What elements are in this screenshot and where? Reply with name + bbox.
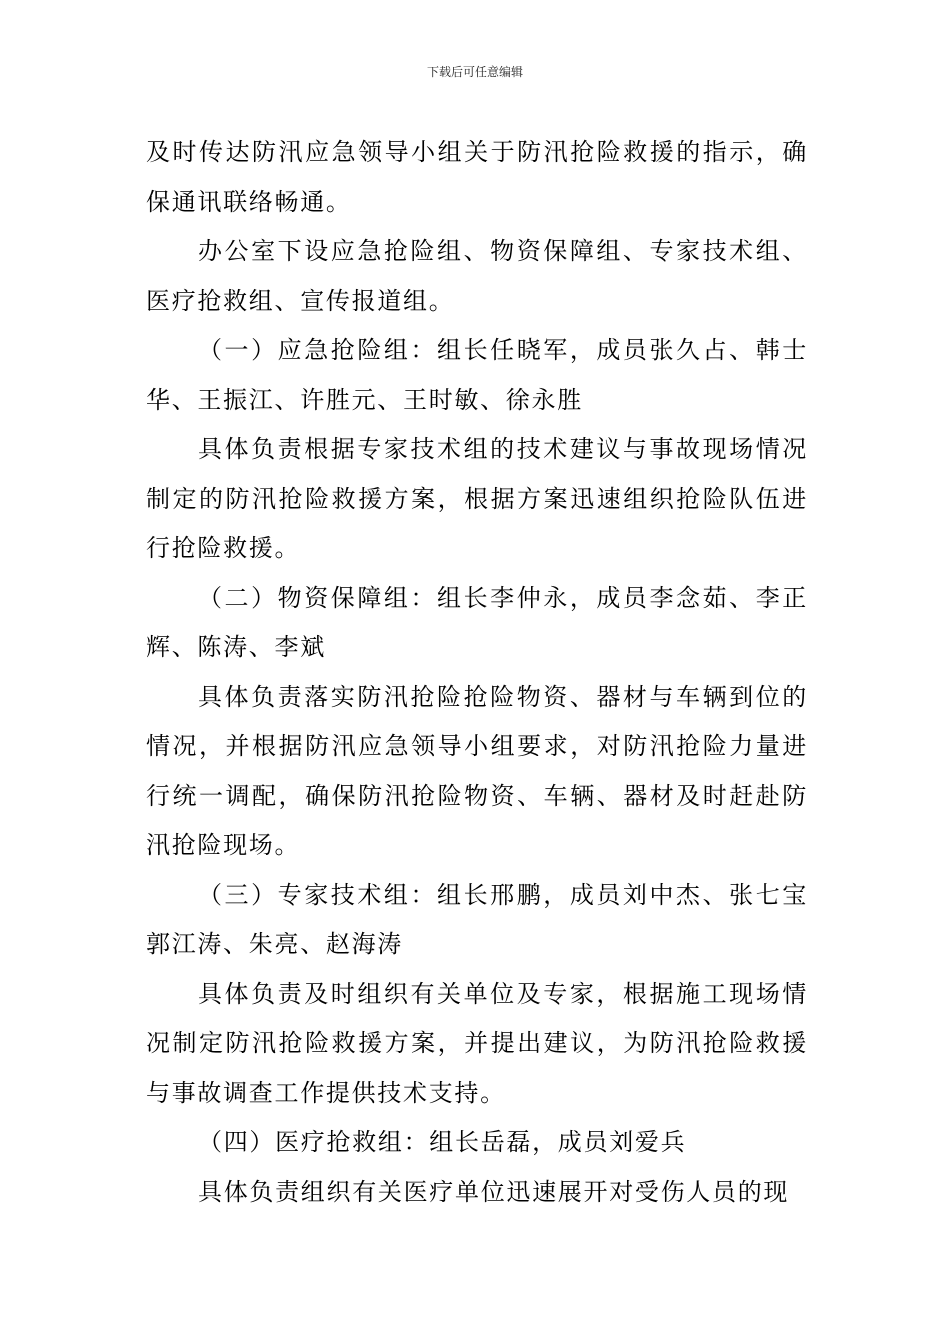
paragraph-material-support-duties: 具体负责落实防汛抢险抢险物资、器材与车辆到位的情况，并根据防汛应急领导小组要求，对防汛抢险力量进行统一调配，确保防汛抢险物资、车辆、器材及时赶赴防汛抢险现场。 <box>146 682 808 859</box>
page-header-watermark: 下载后可任意编辑 <box>426 65 523 79</box>
paragraph-medical-rescue-duties: 具体负责组织有关医疗单位迅速展开对受伤人员的现 <box>198 1177 790 1206</box>
document-body <box>146 128 808 1217</box>
paragraph-expert-technical-group: （三）专家技术组：组长邢鹏，成员刘中杰、张七宝郭江涛、朱亮、赵海涛 <box>146 880 808 958</box>
paragraph-expert-technical-duties: 具体负责及时组织有关单位及专家，根据施工现场情况制定防汛抢险救援方案，并提出建议，为防汛抢险救援与事故调查工作提供技术支持。 <box>146 979 808 1107</box>
paragraph-emergency-rescue-group: （一）应急抢险组：组长任晓军，成员张久占、韩士华、王振江、许胜元、王时敏、徐永胜 <box>146 336 808 414</box>
paragraph-material-support-group: （二）物资保障组：组长李仲永，成员李念茹、李正辉、陈涛、李斌 <box>146 583 808 661</box>
paragraph-emergency-rescue-duties: 具体负责根据专家技术组的技术建议与事故现场情况制定的防汛抢险救援方案，根据方案迅速组织抢险队伍进行抢险救援。 <box>146 435 808 562</box>
paragraph-office-groups: 办公室下设应急抢险组、物资保障组、专家技术组、医疗抢救组、宣传报道组。 <box>146 237 808 315</box>
paragraph-communication: 及时传达防汛应急领导小组关于防汛抢险救援的指示，确保通讯联络畅通。 <box>146 138 808 216</box>
paragraph-medical-rescue-group: （四）医疗抢救组：组长岳磊，成员刘爱兵 <box>198 1128 687 1156</box>
